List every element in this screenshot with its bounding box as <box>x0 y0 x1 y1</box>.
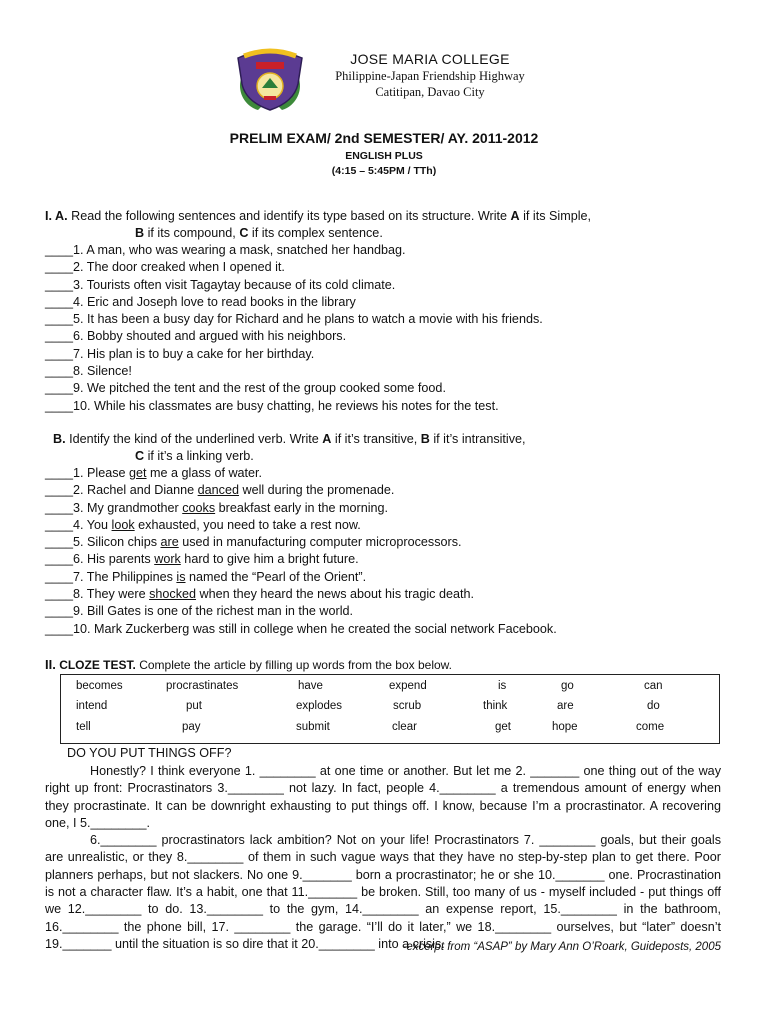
word-bank-box <box>60 674 720 744</box>
part1a-items <box>45 242 543 415</box>
exam-title: PRELIM EXAM/ 2nd SEMESTER/ AY. 2011-2012 <box>229 130 539 146</box>
underlined-verb: shocked <box>149 587 197 602</box>
list-item: ____6. Bobby shouted and argued with his neighbors. <box>45 329 347 344</box>
list-item: ____7. His plan is to buy a cake for her birthday. <box>45 346 315 361</box>
word-bank-word: expend <box>389 680 427 692</box>
part1a-label: I. A. <box>45 209 68 223</box>
word-bank-word: get <box>495 721 511 733</box>
article-paragraph-2: 6.________ procrastinators lack ambition? Not on your life! Procrastinators 7. ________ goals, but their goals are unrealistic, or they 8.________ of them in such vague ways that they have no step-by-step plan to get there. Poor planners perhaps, but not slackers. No one 9._______ born a procrastinator; he or she 10._______ one. Procrastination is not a character flaw. It’s a habit, one that 11._______ be broken. Still, too many of us - myself included - put things off we 12.________ to do. 13.________ to the gym, 14.________ an expense report, 15.________ in the bathroom, 16.________ the phone bill, 17. ________ the garage. “I’ll do it later,” we 18.________ ourselves, but “later” doesn’t 19._______ until the situation is so dire that it 20.________ into a crisis. <box>45 833 721 951</box>
underlined-verb: cooks <box>182 500 216 515</box>
list-item: ____3. Tourists often visit Tagaytay because of its cold climate. <box>45 277 396 292</box>
list-item: ____10. While his classmates are busy chatting, he reviews his notes for the test. <box>45 398 499 413</box>
underlined-verb: is <box>176 569 186 584</box>
list-item: ____5. It has been a busy day for Richard and he plans to watch a movie with his friends. <box>45 312 543 327</box>
exam-subject: ENGLISH PLUS <box>345 150 423 162</box>
underlined-verb: are <box>160 535 179 550</box>
list-item: ____1. A man, who was wearing a mask, snatched her handbag. <box>45 243 406 257</box>
part2-label: II. <box>45 657 56 672</box>
list-item: ____3. My grandmother cooks breakfast early in the morning. <box>45 500 389 515</box>
underlined-verb: work <box>154 552 181 567</box>
underlined-verb: danced <box>197 483 239 498</box>
word-bank-word: are <box>557 700 574 712</box>
list-item: ____9. Bill Gates is one of the richest man in the world. <box>45 604 354 619</box>
list-item: ____6. His parents work hard to give him a bright future. <box>45 552 359 567</box>
word-bank-word: tell <box>76 721 91 733</box>
list-item: ____5. Silicon chips are used in manufacturing computer microprocessors. <box>45 535 462 550</box>
part1a-instruction: I. A. Read the following sentences and identify its type based on its structure. Write A if its Simple, <box>45 209 592 223</box>
list-item: ____9. We pitched the tent and the rest of the group cooked some food. <box>45 381 446 396</box>
list-item: ____4. Eric and Joseph love to read books in the library <box>45 294 356 309</box>
list-item: ____2. Rachel and Dianne danced well during the promenade. <box>45 483 395 498</box>
list-item: ____4. You look exhausted, you need to take a rest now. <box>45 517 361 532</box>
word-bank-word: think <box>483 700 508 712</box>
part2-instruction: II. CLOZE TEST. Complete the article by filling up words from the box below. <box>45 657 453 672</box>
article-paragraph-1: Honestly? I think everyone 1. ________ at one time or another. But let me 2. _______ one thing out of the way right up front: Procrastinators 3.________ not lazy. In fact, people 4.________ a tremendous amount of energy when they procrastinate. It can be downright exhausting to put things off. I know, because I’m a procrastinator. A recovering one, I 5.________. <box>45 764 721 830</box>
word-bank-word: have <box>298 680 323 692</box>
word-bank-word: is <box>498 680 507 692</box>
school-address-line1: Philippine-Japan Friendship Highway <box>335 69 525 83</box>
part1b-label: B. <box>53 432 66 446</box>
list-item: ____1. Please get me a glass of water. <box>45 466 263 480</box>
article-credit: -excerpt from “ASAP” by Mary Ann O’Roark, Guideposts, 2005 <box>402 941 721 953</box>
list-item: ____10. Mark Zuckerberg was still in college when he created the social network Facebook. <box>45 621 557 636</box>
word-bank-word: intend <box>76 700 108 712</box>
article-body <box>45 763 721 953</box>
word-bank-word: clear <box>392 721 417 733</box>
word-bank-word: can <box>644 680 663 692</box>
word-bank-word: do <box>647 700 660 712</box>
word-bank-word: explodes <box>296 700 343 712</box>
word-bank-word: come <box>636 721 665 733</box>
word-bank-word: pay <box>182 721 201 733</box>
list-item: ____8. Silence! <box>45 364 132 379</box>
word-bank-word: submit <box>296 721 330 733</box>
word-bank-word: becomes <box>76 680 123 692</box>
part1b-instruction-cont: C if it’s a linking verb. <box>135 449 254 463</box>
list-item: ____2. The door creaked when I opened it. <box>45 260 285 275</box>
part1b-items <box>45 465 557 638</box>
word-bank-word: go <box>561 680 574 692</box>
article-title: DO YOU PUT THINGS OFF? <box>67 746 232 760</box>
word-bank-word: scrub <box>393 700 422 712</box>
exam-schedule: (4:15 – 5:45PM / TTh) <box>331 165 437 177</box>
list-item: ____7. The Philippines is named the “Pearl of the Orient”. <box>45 569 367 584</box>
word-bank-word: hope <box>552 721 578 733</box>
part1b-instruction: B. Identify the kind of the underlined verb. Write A if it’s transitive, B if it’s intransitive, <box>53 432 526 446</box>
list-item: ____8. They were shocked when they heard the news about his tragic death. <box>45 587 474 602</box>
part1a-instruction-cont: B if its compound, C if its complex sentence. <box>135 226 383 240</box>
school-name: JOSE MARIA COLLEGE <box>350 51 510 67</box>
school-header <box>300 50 560 100</box>
word-bank-word: procrastinates <box>166 680 239 692</box>
word-bank-word: put <box>186 700 202 712</box>
underlined-verb: look <box>111 517 135 532</box>
school-address-line2: Catitipan, Davao City <box>375 85 485 99</box>
underlined-verb: get <box>129 466 147 480</box>
